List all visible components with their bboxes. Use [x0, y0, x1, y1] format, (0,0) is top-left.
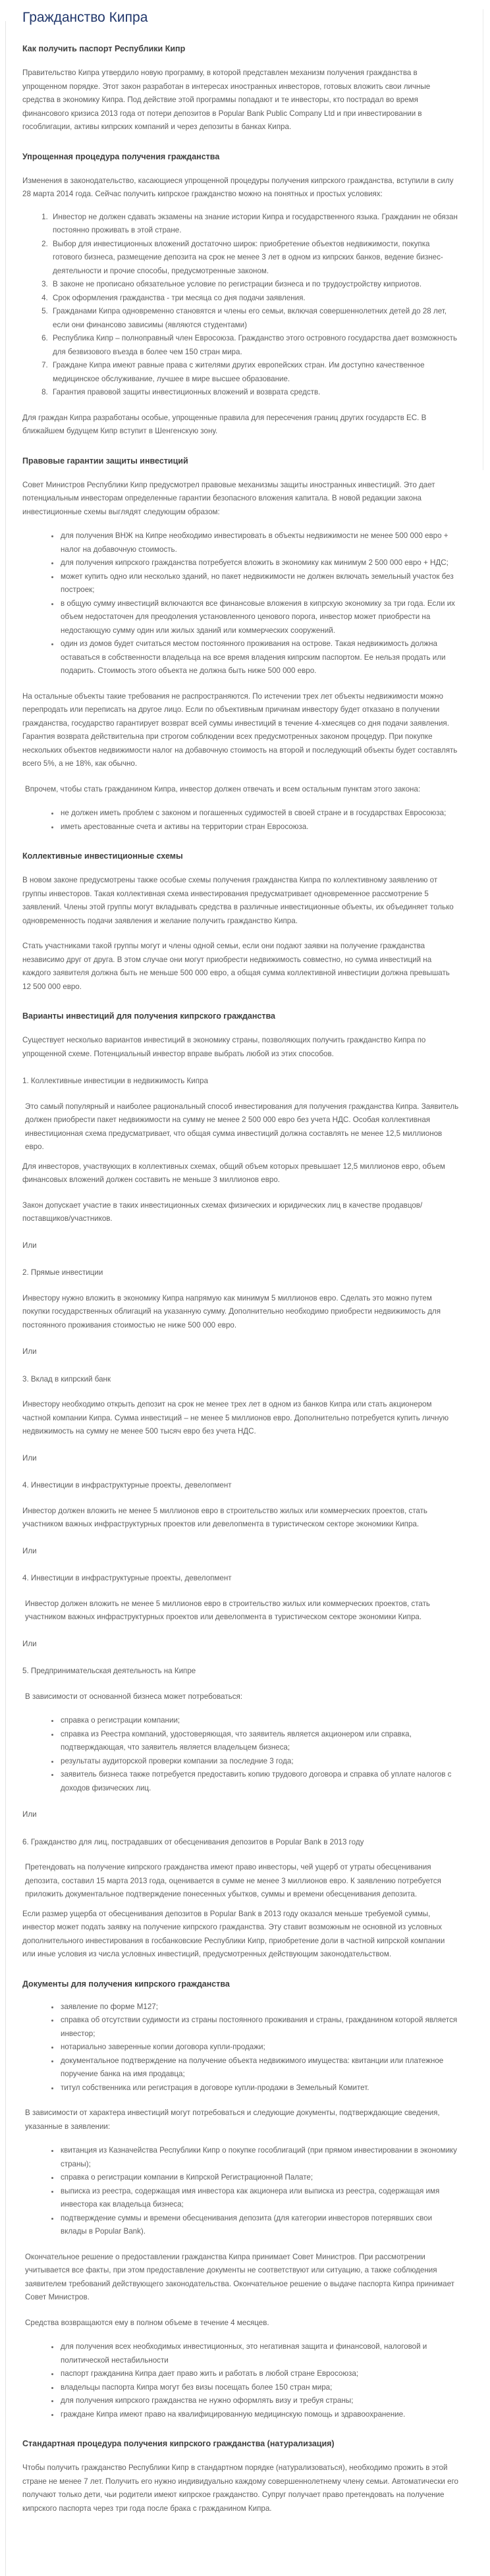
paragraph: Инвестору нужно вложить в экономику Кипра напрямую как минимум 5 миллионов евро. Сделать это можно путем покупки государственных облигаций на указанную сумму. Дополнительно необходимо приобрести недвижимость для постоянного проживания стоимостью не ниже 500 000 евро.	[22, 1293, 441, 1329]
or-separator: Или	[22, 1546, 37, 1555]
option-title: 6. Гражданство для лиц, пострадавших от обесценивания депозитов в Popular Bank в 2013 году	[22, 1837, 364, 1846]
list-item: справка о регистрации компании;	[51, 1714, 460, 1728]
paragraph: Это самый популярный и наиболее рациональный способ инвестирования для получения гражданства Кипра. Заявитель должен приобрести пакет недвижимости на сумму не менее 2 500 000 евро без учета НДС. Особая коллективная инвестиционная схема предусматривает, что общая сумма инвестиций должна составлять не менее 12,5 миллионов евро.	[25, 1102, 459, 1151]
simplified-conditions-list	[22, 211, 460, 400]
additional-documents-list	[22, 2144, 460, 2239]
section-heading-naturalization: Стандартная процедура получения кипрского гражданства (натурализация)	[22, 2439, 335, 2448]
paragraph: Правительство Кипра утвердило новую программу, в которой представлен механизм получения гражданства в упрощенном порядке. Этот закон разработан в интересах иностранных инвесторов, готовых вложить свои личные средства в экономику Кипра. Под действие этой программы попадают и те инвесторы, кто пострадал во время финансового кризиса 2013 года от потери депозитов в Popular Bank Public Company Ltd и при инвестировании в гособлигации, активы кипрских компаний и через депозиты в банках Кипра.	[22, 68, 431, 131]
or-separator: Или	[22, 1639, 37, 1648]
option-title: 1. Коллективные инвестиции в недвижимость Кипра	[22, 1077, 208, 1085]
page-title: Гражданство Кипра	[22, 10, 148, 25]
list-item: 7. Граждане Кипра имеют равные права с жителями других европейских стран. Им доступно качественное медицинское обслуживание, лучшее в мире высшее образование.	[50, 359, 460, 386]
list-item: нотариально заверенные копии договора купли-продажи;	[51, 2041, 460, 2054]
list-item: подтверждение суммы и времени обесценивания депозита (для категории инвесторов потерявших свои вклады в Popular Bank).	[51, 2212, 460, 2239]
list-item: для получения кипрского гражданства потребуется вложить в экономику как минимум 2 500 000 евро + НДС;	[51, 556, 460, 570]
section-heading-investment-options: Варианты инвестиций для получения кипрского гражданства	[22, 1011, 275, 1021]
citizenship-benefits-list	[22, 2340, 460, 2421]
list-item: справка из Реестра компаний, удостоверяющая, что заявитель является акционером или справка, подтверждающая, что заявитель является владельцем бизнеса;	[51, 1728, 460, 1755]
section-heading-legal-guarantees: Правовые гарантии защиты инвестиций	[22, 456, 188, 466]
paragraph: Для инвесторов, участвующих в коллективных схемах, общий объем которых превышает 12,5 миллионов евро, объем финансовых вложений должен составить не меньше 3 миллионов евро.	[22, 1162, 445, 1184]
paragraph: Инвестору необходимо открыть депозит на срок не менее трех лет в одном из банков Кипра или стать акционером частной компании Кипра. Сумма инвестиций – не менее 5 миллионов евро. Дополнительно потребуется купить личную недвижимость на сумму не менее 500 тысяч евро без учета НДС.	[22, 1400, 449, 1436]
list-item: 3. В законе не прописано обязательное условие по регистрации бизнеса и по трудоустройству киприотов.	[50, 278, 460, 292]
list-item: паспорт гражданина Кипра дает право жить и работать в любой стране Евросоюза;	[51, 2367, 460, 2381]
list-item: титул собственника или регистрация в договоре купли-продажи в Земельный Комитет.	[51, 2081, 460, 2095]
paragraph: Совет Министров Республики Кипр предусмотрел правовые механизмы защиты иностранных инвестиций. Это дает потенциальным инвесторам определенные гарантии безопасного вложения капитала. В новой редакции закона инвестиционные схемы выглядят следующим образом:	[22, 480, 435, 516]
option-title: 4. Инвестиции в инфраструктурные проекты, девелопмент	[22, 1574, 232, 1582]
or-separator: Или	[22, 1453, 37, 1462]
list-item: в общую сумму инвестиций включаются все финансовые вложения в кипрскую экономику за три года. Если их объем недостаточен для преодоления установленного ценового порога, инвестор может приобрести на недостающую сумму один или жилых зданий или коммерческих сооружений.	[51, 597, 460, 638]
list-item: заявление по форме М127;	[51, 2000, 460, 2014]
option-title: 5. Предпринимательская деятельность на Кипре	[22, 1667, 196, 1675]
section-heading-simplified: Упрощенная процедура получения гражданства	[22, 151, 220, 161]
list-item: 1. Инвестор не должен сдавать экзамены на знание истории Кипра и государственного языка. Гражданин не обязан постоянно проживать в этой стране.	[50, 211, 460, 238]
or-separator: Или	[22, 1347, 37, 1356]
paragraph: Впрочем, чтобы стать гражданином Кипра, инвестор должен отвечать и всем остальным пунктам этого закона:	[25, 784, 421, 793]
paragraph: Для граждан Кипра разработаны особые, упрощенные правила для пересечения границ других государств ЕС. В ближайшем будущем Кипр вступит в Шенгенскую зону.	[22, 413, 427, 435]
option-title: 2. Прямые инвестиции	[22, 1268, 103, 1277]
list-item: 6. Республика Кипр – полноправный член Евросоюза. Гражданство этого островного государства дает возможность для безвизового въезда в более чем 150 стран мира.	[50, 332, 460, 359]
list-item: граждане Кипра имеют право на квалифицированную медицинскую помощь и здравоохранение.	[51, 2408, 460, 2422]
paragraph: Средства возвращаются ему в полном объеме в течение 4 месяцев.	[25, 2318, 269, 2327]
paragraph: Существует несколько вариантов инвестиций в экономику страны, позволяющих получить гражданство Кипра по упрощенной схеме. Потенциальный инвестор вправе выбрать любой из этих способов.	[22, 1036, 426, 1058]
section-heading-collective-schemes: Коллективные инвестиционные схемы	[22, 851, 183, 861]
list-item: результаты аудиторской проверки компании за последние 3 года;	[51, 1755, 460, 1769]
list-item: справка об отсутствии судимости из страны постоянного проживания и страны, гражданином которой является инвестор;	[51, 2014, 460, 2041]
paragraph: В зависимости от основанной бизнеса может потребоваться:	[25, 1692, 242, 1701]
section-heading-documents: Документы для получения кипрского гражданства	[22, 1979, 230, 1989]
list-item: квитанция из Казначейства Республики Кипр о покупке гособлигаций (при прямом инвестировании в экономику страны);	[51, 2144, 460, 2171]
list-item: владельцы паспорта Кипра могут без визы посещать более 150 стран мира;	[51, 2381, 460, 2395]
document-page	[0, 9, 490, 2525]
list-item: документальное подтверждение на получение объекта недвижимого имущества: квитанции или платежное поручение банка на имя продавца;	[51, 2054, 460, 2081]
paragraph: Чтобы получить гражданство Республики Кипр в стандартном порядке (натурализоваться), необходимо прожить в этой стране не менее 7 лет. Получить его нужно индивидуально каждому совершеннолетнему члену семьи. Автоматически его получают только дети, чьи родители имеют кипрское гражданство. Супруг получает право претендовать на получение кипрского паспорта через три года после брака с гражданином Кипра.	[22, 2463, 458, 2513]
paragraph: Если размер ущерба от обесценивания депозитов в Popular Bank в 2013 году оказался меньше требуемой суммы, инвестор может подать заявку на получение кипрского гражданства. Эту ставит возможным не основной из условных дополнительного инвестирования в госбанковские Республики Кипр, приобретение доли в частной кипрской компании или иные условия из числа условных инвестиций, предусмотренных действующим законодательством.	[22, 1909, 445, 1958]
paragraph: В новом законе предусмотрены также особые схемы получения гражданства Кипра по коллективному заявлению от группы инвесторов. Такая коллективная схема инвестирования предусматривает одновременное рассмотрение 5 заявлений. Члены этой группы могут вкладывать средства в различные инвестиционные объекты, их объединяет только одновременность подачи заявления и желание получить гражданство Кипра.	[22, 876, 454, 925]
or-separator: Или	[22, 1241, 37, 1250]
list-item: для получения кипрского гражданства не нужно оформлять визу и требуя страны;	[51, 2394, 460, 2408]
business-documents-list	[22, 1714, 460, 1795]
required-documents-list	[22, 2000, 460, 2095]
option-title: 3. Вклад в кипрский банк	[22, 1374, 111, 1383]
list-item: не должен иметь проблем с законом и погашенных судимостей в своей стране и в государствах Евросоюза;	[51, 807, 460, 820]
investor-requirements-list	[22, 807, 460, 834]
paragraph: В зависимости от характера инвестиций могут потребоваться и следующие документы, подтверждающие сведения, указанные в заявлении:	[25, 2108, 440, 2131]
paragraph: Закон допускает участие в таких инвестиционных схемах физических и юридических лиц в качестве продавцов/поставщиков/участников.	[22, 1200, 423, 1223]
list-item: 2. Выбор для инвестиционных вложений достаточно широк: приобретение объектов недвижимости, покупка готового бизнеса, размещение депозита на срок не менее 3 лет в одном из кипрских банков, ведение бизнес-деятельности и прочие способы, предусмотренные законом.	[50, 238, 460, 279]
list-item: выписка из реестра, содержащая имя инвестора как акционера или выписка из реестра, содержащая имя инвестора как владельца бизнеса;	[51, 2185, 460, 2212]
section-heading-passport: Как получить паспорт Республики Кипр	[22, 44, 186, 53]
list-item: иметь арестованные счета и активы на территории стран Евросоюза.	[51, 820, 460, 834]
list-item: заявитель бизнеса также потребуется предоставить копию трудового договора и справка об уплате налогов с доходов физических лиц.	[51, 1768, 460, 1795]
list-item: может купить одно или несколько зданий, но пакет недвижимости не должен включать земельный участок без построек;	[51, 570, 460, 597]
list-item: 4. Срок оформления гражданства - три месяца со дня подачи заявления.	[50, 292, 460, 306]
document-content	[0, 9, 490, 2525]
paragraph: Изменения в законодательство, касающиеся упрощенной процедуры получения кипрского гражданства, вступили в силу 28 марта 2014 года. Сейчас получить кипрское гражданство можно на понятных и простых условиях:	[22, 176, 454, 198]
paragraph: Инвестор должен вложить не менее 5 миллионов евро в строительство жилых или коммерческих проектов, стать участником важных инфраструктурных проектов или девелопмента в туристическом секторе экономики Кипра.	[25, 1599, 430, 1621]
paragraph: Стать участниками такой группы могут и члены одной семьи, если они подают заявки на получение гражданства независимо друг от друга. В этом случае они могут приобрести недвижимость совместно, но сумма инвестиций на каждого заявителя должна быть не меньше 500 000 евро, а общая сумма коллективной инвестиции должна превышать 12 500 000 евро.	[22, 942, 450, 991]
list-item: один из домов будет считаться местом постоянного проживания на острове. Такая недвижимость должна оставаться в собственности владельца на все время владения кипрским паспортом. Ее нельзя продать или подарить. Стоимость этого объекта не должна быть ниже 500 000 евро.	[51, 637, 460, 678]
investment-schemes-list	[22, 529, 460, 678]
paragraph: Инвестор должен вложить не менее 5 миллионов евро в строительство жилых или коммерческих проектов, стать участником важных инфраструктурных проектов или девелопмента в туристическом секторе экономики Кипра.	[22, 1506, 427, 1528]
option-title: 4. Инвестиции в инфраструктурные проекты, девелопмент	[22, 1481, 232, 1489]
or-separator: Или	[22, 1810, 37, 1819]
list-item: 5. Гражданами Кипра одновременно становятся и члены его семьи, включая совершеннолетних детей до 28 лет, если они финансово зависимы (являются студентами)	[50, 305, 460, 332]
list-item: для получения ВНЖ на Кипре необходимо инвестировать в объекты недвижимости не менее 500 000 евро + налог на добавочную стоимость.	[51, 529, 460, 556]
list-item: для получения всех необходимых инвестиционных, это негативная защита и финансовой, налоговой и политической нестабильности	[51, 2340, 460, 2367]
paragraph: Окончательное решение о предоставлении гражданства Кипра принимает Совет Министров. При рассмотрении учитывается все факты, при этом предоставление документы не соответствуют или ситуацию, а также соблюдения заявителем требований действующего законодательства. Окончательное решение о выдаче паспорта Кипра принимает Совет Министров.	[25, 2252, 454, 2301]
bottom-spacer	[22, 2515, 460, 2525]
list-item: 8. Гарантия правовой защиты инвестиционных вложений и возврата средств.	[50, 386, 460, 400]
list-item: справка о регистрации компании в Кипрской Регистрационной Палате;	[51, 2171, 460, 2185]
paragraph: Претендовать на получение кипрского гражданства имеют право инвесторы, чей ущерб от утраты обесценивания депозита, составил 15 марта 2013 года, оценивается в сумме не менее 3 миллионов евро. К заявлению потребуется приложить документальное подтверждение понесенных убытков, суммы и времени обесценивания депозита.	[25, 1863, 441, 1898]
paragraph: На остальные объекты такие требования не распространяются. По истечении трех лет объекты недвижимости можно перепродать или переписать на другое лицо. Если по объективным причинам инвестору будет отказано в получении гражданства, государство гарантирует возврат всей суммы инвестиций в течение 4-хмесяцев со дня подачи заявления. Гарантия возврата действительна при строгом соблюдении всех предусмотренных законом процедур. При покупке нескольких объектов недвижимости налог на добавочную стоимость на второй и последующий объекты будет составлять всего 5%, а не 18%, как обычно.	[22, 691, 458, 768]
